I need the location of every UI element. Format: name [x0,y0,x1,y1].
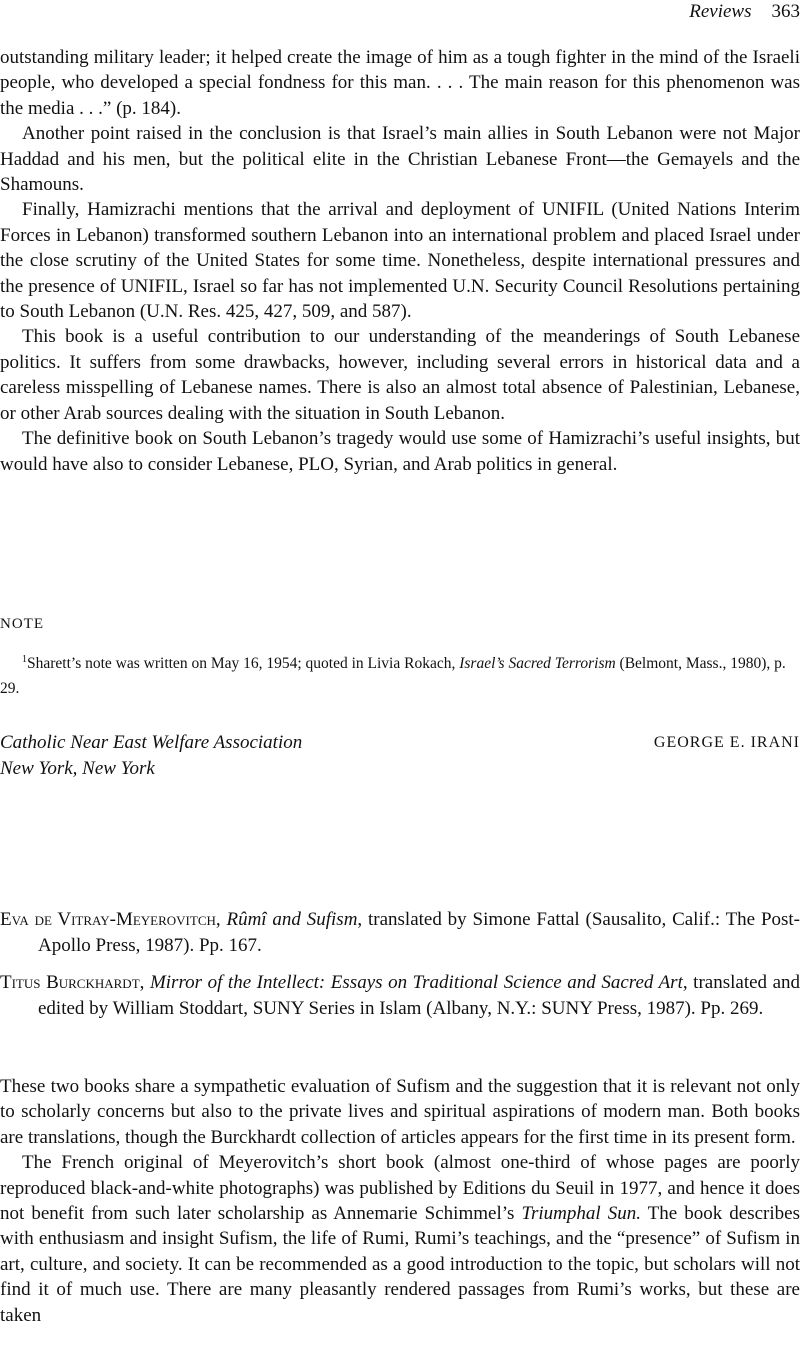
footnote-cited-title: Israel’s Sacred Terrorism [459,655,616,672]
review-1-paragraph: Finally, Hamizrachi mentions that the arrival and deployment of UNIFIL (United Nations Interim Forces in Lebanon) transformed southern Lebanon into an international problem and placed Israel under the close scrutiny of the United States for some time. Nonetheless, despite international pressures and the presence of UNIFIL, Israel so far has not implemented U.N. Security Council Resolutions pertaining to South Lebanon (U.N. Res. 425, 427, 509, and 587). [0,199,800,323]
book-author-last: de Vitray-Meyerovitch [34,909,216,930]
footnote-marker: 1 [22,653,27,665]
book-citation: Eva de Vitray-Meyerovitch, Rûmî and Sufism, translated by Simone Fattal (Sausalito, Calif.: The Post-Apollo Press, 1987). Pp. 167. [0,909,800,956]
reviewer-affiliation [0,730,302,782]
review-2-paragraph: These two books share a sympathetic evaluation of Sufism and the suggestion that it is relevant not only to scholarly concerns but also to the private lives and spiritual aspirations of modern man. Both books are translations, though the Burckhardt collection of articles appears for the first time in its present form. [0,1076,800,1148]
review-2-paragraph [0,1150,800,1328]
cited-book-title: Triumphal Sun. [521,1203,641,1225]
page-number: 363 [771,1,800,22]
book-details: , translated by Simone Fattal (Sausalito, Calif.: The Post-Apollo Press, 1987). Pp. 167. [38,909,800,956]
book-details: , translated and edited by William Stoddart, SUNY Series in Islam (Albany, N.Y.: SUNY Press, 1987). Pp. 269. [38,972,800,1019]
review-1-paragraph: The definitive book on South Lebanon’s tragedy would use some of Hamizrachi’s useful insights, but would have also to consider Lebanese, PLO, Syrian, and Arab politics in general. [0,428,800,475]
review-1-body [0,45,800,477]
review-1-paragraph: This book is a useful contribution to our understanding of the meanderings of South Lebanese politics. It suffers from some drawbacks, however, including several errors in historical data and a careless misspelling of Lebanese names. There is also an almost total absence of Palestinian, Lebanese, or other Arab sources dealing with the situation in South Lebanon. [0,326,800,424]
review-2-body [0,1074,800,1328]
book-author-last: Burckhardt [46,972,140,993]
paragraph-text-end: The book describes with enthusiasm and insight Sufism, the life of Rumi, Rumi’s teachings, and the “presence” of Sufism in art, culture, and society. It can be recommended as a good introduction to the topic, but scholars will not find it of much use. There are many pleasantly rendered passages from Rumi’s works, but these are taken [0,1203,800,1326]
footnote-text-end: (Belmont, Mass., 1980), p. 29. [0,655,786,697]
affiliation-line: New York, New York [0,758,155,779]
review-1-paragraph: Another point raised in the conclusion is that Israel’s main allies in South Lebanon were not Major Haddad and his men, but the political elite in the Christian Lebanese Front—the Gemayels and the Shamouns. [0,123,800,196]
book-author-first: Titus [0,972,41,993]
book-author-first: Eva [0,909,29,930]
footnote-text: Sharett’s note was written on May 16, 1954; quoted in Livia Rokach, [27,655,460,672]
running-head-title: Reviews [689,1,752,22]
running-head [689,0,800,24]
review-1-paragraph: outstanding military leader; it helped create the image of him as a tough fighter in the mind of the Israeli people, who developed a special fondness for this man. . . . The main reason for this phenomenon was the media . . .” (p. 184). [0,47,800,119]
paragraph-text: The French original of Meyerovitch’s short book (almost one-third of whose pages are poorly reproduced black-and-white photographs) was published by Editions du Seuil in 1977, and hence it does not benefit from such later scholarship as Annemarie Schimmel’s [0,1152,800,1225]
book-citation: Titus Burckhardt, Mirror of the Intellect: Essays on Traditional Science and Sacred Art, translated and edited by William Stoddart, SUNY Series in Islam (Albany, N.Y.: SUNY Press, 1987). Pp. 269. [0,972,800,1019]
affiliation-line: Catholic Near East Welfare Association [0,732,303,753]
book-citations [0,907,800,1021]
book-title: Mirror of the Intellect: Essays on Traditional Science and Sacred Art [149,972,683,993]
footnote [0,651,800,701]
note-heading: NOTE [0,616,44,632]
book-title: Rûmî and Sufism [226,909,358,930]
reviewer-name: GEORGE E. IRANI [653,734,800,751]
